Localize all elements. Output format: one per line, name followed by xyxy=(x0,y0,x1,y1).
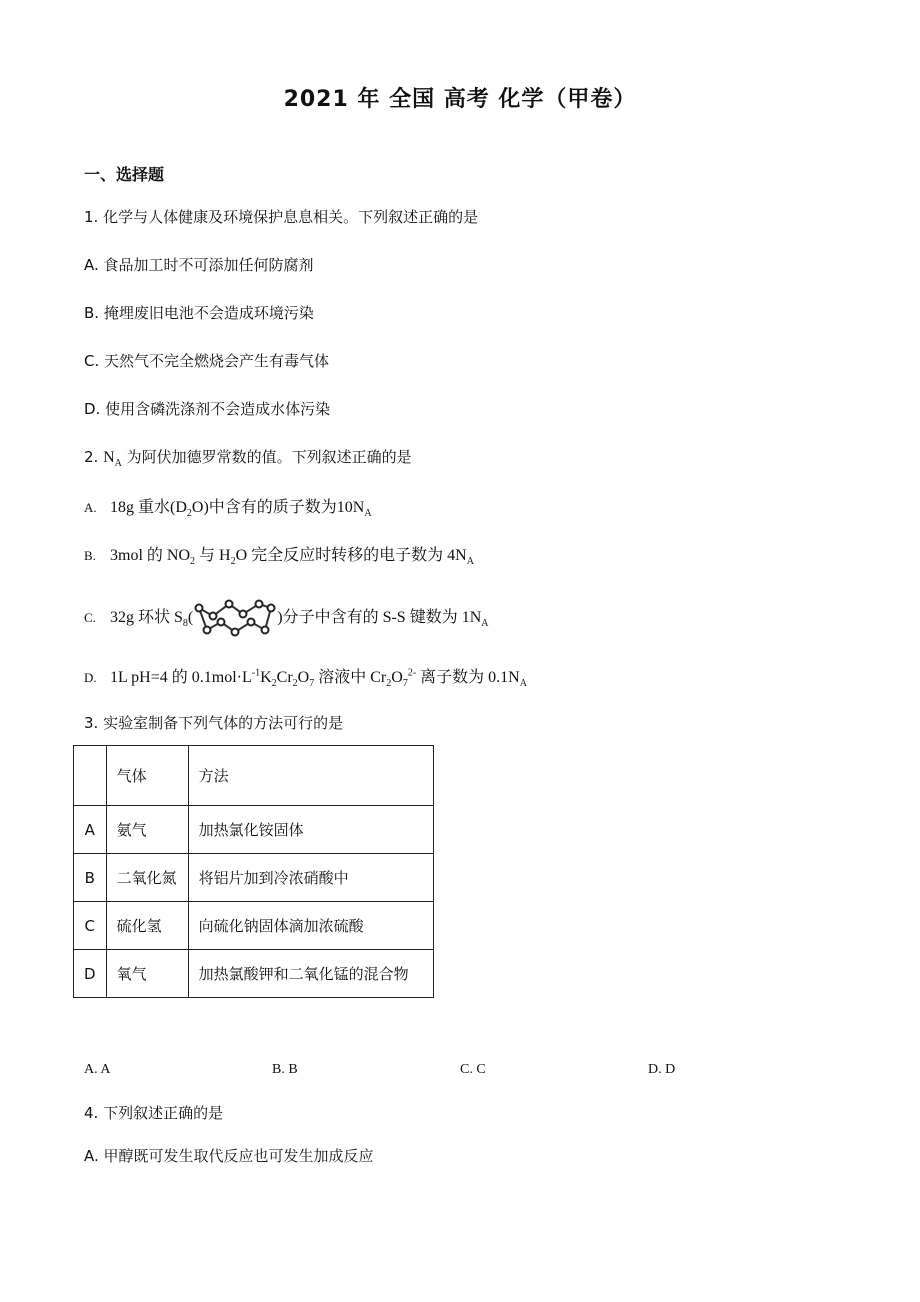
table-header-cell xyxy=(74,746,107,806)
q3-answer-a: A. A xyxy=(84,1062,111,1077)
q3-stem: 3. 实验室制备下列气体的方法可行的是 xyxy=(84,714,344,732)
table-cell: 硫化氢 xyxy=(106,902,188,950)
q1-option-b: B. 掩埋废旧电池不会造成环境污染 xyxy=(84,304,314,322)
table-row xyxy=(74,854,434,902)
table-cell: C xyxy=(74,902,107,950)
table-cell: 向硫化钠固体滴加浓硫酸 xyxy=(188,902,433,950)
table-header-row xyxy=(74,746,434,806)
table-cell: 加热氯酸钾和二氧化锰的混合物 xyxy=(188,950,433,998)
q3-answer-d: D. D xyxy=(648,1062,676,1077)
q1-option-c: C. 天然气不完全燃烧会产生有毒气体 xyxy=(84,352,330,370)
table-cell: D xyxy=(74,950,107,998)
table-row xyxy=(74,806,434,854)
table-header-cell: 方法 xyxy=(188,746,433,806)
table-header-cell: 气体 xyxy=(106,746,188,806)
section-heading: 一、选择题 xyxy=(84,165,165,184)
gas-preparation-table xyxy=(73,745,434,998)
table-cell: 加热氯化铵固体 xyxy=(188,806,433,854)
table-row xyxy=(74,950,434,998)
q1-stem: 1. 化学与人体健康及环境保护息息相关。下列叙述正确的是 xyxy=(84,208,479,226)
q2-option-d: D. 1L pH=4 的 $0.1mol\cdot L^{-1}K_2Cr_2O_7$ 溶液中 $Cr_2O_7^{2-}$ 离子数为 $0.1N_A$ xyxy=(84,667,527,690)
q4-option-a: A. 甲醇既可发生取代反应也可发生加成反应 xyxy=(84,1147,374,1165)
q2-option-a: A. 18g 重水$(D_2O)$中含有的质子数为$10N_A$ xyxy=(84,499,372,520)
table-cell: B xyxy=(74,854,107,902)
table-cell: 将铝片加到冷浓硝酸中 xyxy=(188,854,433,902)
q2-na: $N_A$ xyxy=(103,449,122,470)
table-cell: 二氧化氮 xyxy=(106,854,188,902)
table-cell: 氧气 xyxy=(106,950,188,998)
page-title: 2021 年 全国 高考 化学（甲卷） xyxy=(283,87,637,112)
q2-number: 2. xyxy=(84,448,99,466)
q3-answer-c: C. C xyxy=(460,1062,486,1077)
q3-answer-b: B. B xyxy=(272,1062,298,1077)
s8-ring-structure-icon xyxy=(193,594,277,642)
q1-option-a: A. 食品加工时不可添加任何防腐剂 xyxy=(84,256,314,274)
q2-option-c: C. 32g 环状 $S_8$( )分子中含有的 S-S 键数为 $1N_A$ xyxy=(84,604,488,632)
q2-stem xyxy=(84,446,412,469)
q2-stem-text: 为阿伏加德罗常数的值。下列叙述正确的是 xyxy=(121,448,412,466)
table-cell: A xyxy=(74,806,107,854)
table-cell: 氨气 xyxy=(106,806,188,854)
q1-option-d: D. 使用含磷洗涤剂不会造成水体污染 xyxy=(84,400,331,418)
table-row xyxy=(74,902,434,950)
q2-option-b: B. 3mol 的 $NO_2$ 与 $H_2O$ 完全反应时转移的电子数为 $4N_A$ xyxy=(84,547,474,568)
q4-stem: 4. 下列叙述正确的是 xyxy=(84,1104,224,1122)
